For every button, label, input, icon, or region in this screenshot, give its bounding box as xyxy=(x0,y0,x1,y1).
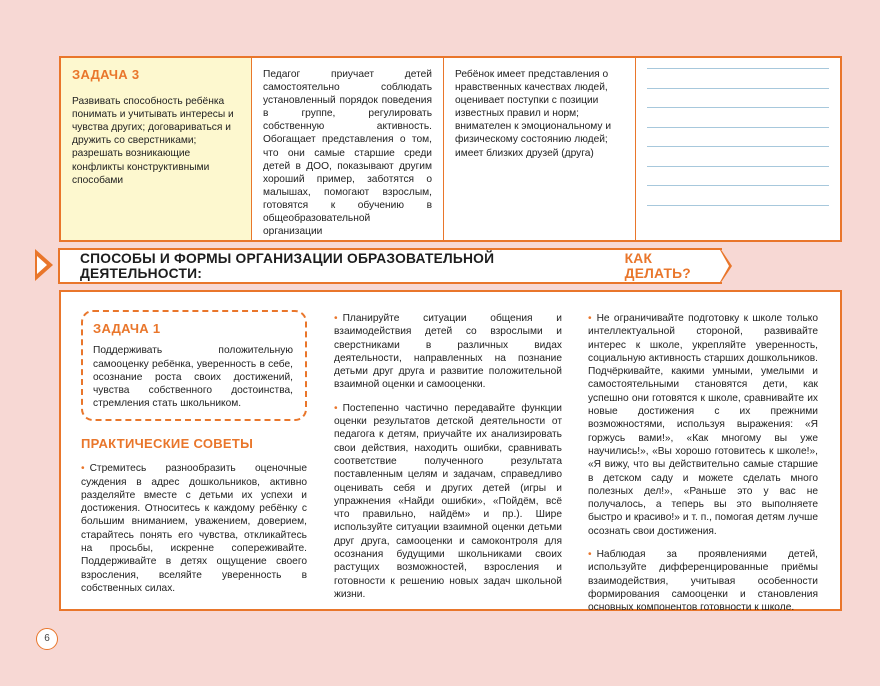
section-title: СПОСОБЫ И ФОРМЫ ОРГАНИЗАЦИИ ОБРАЗОВАТЕЛЬНОЙ ДЕЯТЕЛЬНОСТИ: xyxy=(80,251,495,281)
note-line xyxy=(647,127,829,128)
task-cell xyxy=(61,58,252,240)
bullet-icon: • xyxy=(588,549,592,561)
methods-box xyxy=(59,290,842,614)
tip-paragraph: • Стремитесь разнообразить оценочные суждения в адрес дошкольников, активно разделяйте вместе с детьми их успехи и достижения. Относитесь к каждому ребёнку с большим вниманием, уважением, доверием, старайтесь понять его чувства, откликайтесь на просьбы, искренне сопереживайте. Поддерживайте в детях ощущение своего взросления, вселяйте уверенность в собственных силах. xyxy=(81,463,307,594)
note-line xyxy=(647,107,829,108)
header-point-inner xyxy=(720,250,729,282)
bullet-icon: • xyxy=(334,313,338,324)
note-line xyxy=(647,88,829,89)
bullet-icon: • xyxy=(588,313,592,324)
note-line xyxy=(647,185,829,186)
task-1-box xyxy=(81,310,307,421)
goals-table xyxy=(59,56,842,242)
task-1-title: ЗАДАЧА 1 xyxy=(93,321,161,336)
note-line xyxy=(647,146,829,147)
page-number: 6 xyxy=(36,628,58,650)
notes-cell[interactable] xyxy=(636,58,840,240)
note-line xyxy=(647,166,829,167)
child-cell xyxy=(444,58,636,240)
bullet-icon: • xyxy=(81,463,85,475)
column-2 xyxy=(334,312,562,611)
note-line xyxy=(647,68,829,69)
section-accent: КАК ДЕЛАТЬ? xyxy=(624,251,691,281)
task-1-text: Поддерживать положительную самооценку ребёнка, уверенность в себе, осознание роста своих достижений, чувства собственного достоинства, стремления стать школьником. xyxy=(93,345,293,410)
task-3-title: ЗАДАЧА 3 xyxy=(72,67,140,82)
tip-paragraph: • Планируйте ситуации общения и взаимодействия детей со взрослыми и сверстниками в различных видах деятельности, направленных на познание детьми друг друга и развитие положительной взаимной оценки и самооценки. xyxy=(334,313,562,391)
task-3-text: Развивать способность ребёнка понимать и учитывать интересы и чувства других; договариваться и дружить со сверстниками; разрешать возникающие конфликты конструктивными способами xyxy=(72,96,234,186)
tip-paragraph: • Наблюдая за проявлениями детей, используйте дифференцированные приёмы взаимодействия, учитывая особенности формирования самооценки и становления основных компонентов готовности к школе. xyxy=(588,549,818,614)
bullet-icon: • xyxy=(334,402,338,414)
tip-paragraph: • Не ограничивайте подготовку к школе только интеллектуальной стороной, развивайте интерес к школе, укрепляйте уверенность, социальную активность старших дошкольников. Подчёркивайте, какими умными, умелыми и самостоятельными становятся дети, как успешно они готовятся к школе, сравнивайте их новые достижения с их прежними возможностями, используя выражения: «Я горжусь вами!», «Как многому вы уже научились!», «Вы хорошо готовитесь к школе!», «Я вижу, что вы действительно самые старшие в детском саду и можете сделать много полезных дел!», «Раньше это у вас не получалось, а теперь вы это выполняете быстро и красиво!» и т. п., помогая детям лучше осознать свои достижения. xyxy=(588,313,818,537)
section-header xyxy=(58,248,722,284)
column-1 xyxy=(81,310,307,605)
tips-title: ПРАКТИЧЕСКИЕ СОВЕТЫ xyxy=(81,436,254,451)
child-text: Ребёнок имеет представления о нравственных качествах людей, оценивает поступки с позиции известных правил и норм; внимателен к эмоциональному и физическому состоянию людей; имеет близких друзей (друга) xyxy=(455,69,612,159)
tip-paragraph: • Постепенно частично передавайте функции оценки результатов детской деятельности от педагога к детям, приучайте их анализировать свои действия, находить ошибки, сравнивать соответствие полученного результата поставленным целям и задачам, справедливо оценивать себя и других детей (игры и упражнения «Найди ошибки», «Пойдём, всё что правильно, найдём» и пр.). Шире используйте ситуации взаимной оценки детьми друг друга, самооценки и самоконтроля для осознания будущими школьниками своих растущих возможностей, взросления и готовности к решению новых задач школьной жизни. xyxy=(334,402,562,600)
column-3 xyxy=(588,312,818,625)
arrow-marker-inner xyxy=(37,256,47,274)
teacher-text: Педагог приучает детей самостоятельно соблюдать установленный порядок поведения в группе, регулировать собственную активность. Обогащает представления о том, что они самые старшие среди детей в ДОО, показывают другим хороший пример, заботятся о малышах, помогают взрослым, готовятся к обучению в общеобразовательной организации xyxy=(263,69,432,238)
teacher-cell xyxy=(252,58,444,240)
note-line xyxy=(647,205,829,206)
